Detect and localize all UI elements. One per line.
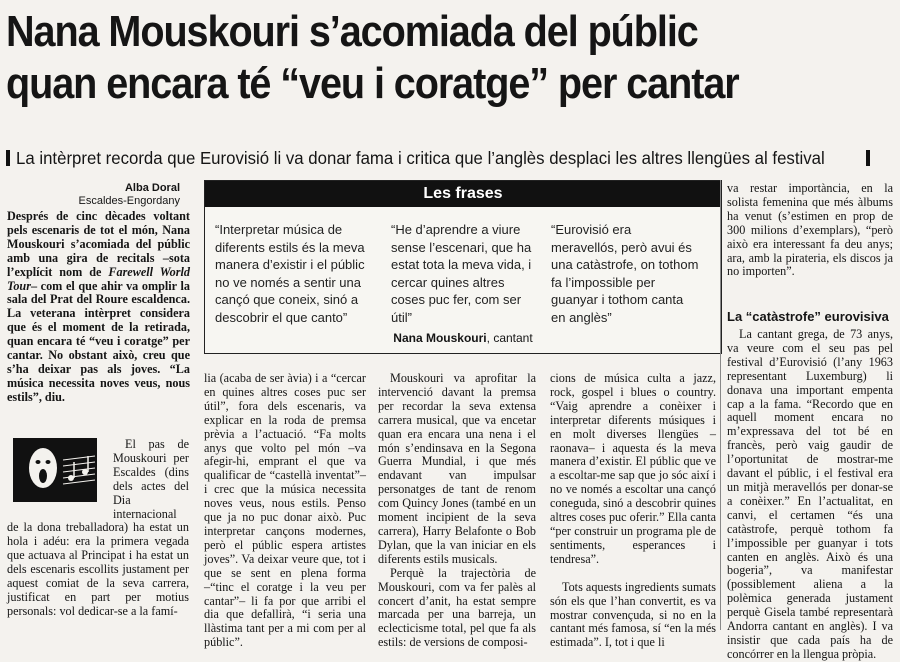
- byline-author: Alba Doral: [124, 182, 180, 194]
- column-3: [378, 372, 536, 650]
- quotes-attribution: [205, 331, 721, 345]
- column-2-text: lia (acaba de ser àvia) i a “cercar en quines altres coses puc ser útil”, fora dels escenaris, va explicar en la roda de premsa prèvia a l’actuació. “Fa molts anys que volto pel món –va afegir-hi, emprant el que va qualificar de “castellà inventat”– i crec que la música necessita noves veus, nous estils. Penso que ja no puc donar això. Puc interpretar cançons modernes, però el públic espera artistes joves”. Va deixar veure que, tot i que se sent en plena forma –“tinc el coratge i la veu per cantar”– li fa por que arribi el dia que defallirà, “i seria una llàstima tant per a mi com per al públic”.: [204, 371, 366, 650]
- lead-tour-name: Farewell World Tour: [7, 264, 190, 293]
- headline: [6, 6, 805, 110]
- column-5-section-text: La cantant grega, de 73 anys, va veure com el seu pas pel festival d’Eurovisió (l’any 1963 representant Luxemburg) li donava una important empenta cap a la fama. “Recordo que en aquell moment encara no m’expressava del tot bé en francès, però vaig gaudir de l’oportunitat de mostrar-me davant el públic, i el festival era un mitjà meravellós per donar-se a conèixer.” En l’actualitat, en canvi, el certamen “és una catàstrofe, perquè tothom fa l’impossible per guanyar i tots canten en anglès. Això és una bogeria”, va manifestar (possiblement aliena a la polèmica generada justament perquè Gisela també representarà Andorra cantant en anglès). I va insistir que cada país ha de concórrer en la llengua pròpia.: [727, 327, 893, 661]
- subheadline: [4, 146, 896, 170]
- column-1: [7, 438, 189, 619]
- quote-2: “He d’aprendre a viure sense l’escenari, que ha estat tota la meva vida, i cercar quines altres coses puc fer, com ser útil”: [391, 222, 532, 325]
- right-bar-icon: [866, 150, 870, 166]
- lead-paragraph: [7, 210, 190, 405]
- lead-part-2: – com el que ahir va omplir la sala del Prat del Roure escaldenca. La veterana intèrpret considera que és el moment de la retirada, quan encara té “veu i coratge” per cantar. No obstant això, creu que s’ha deixar pas als joves. “La música necessita noves veus, nous estils”, diu.: [7, 278, 190, 404]
- column-5-text: va restar importància, en la solista femenina que més àlbums ha venut (s’estimen en prop de 300 milions d’exemplars), “però això era interessant fa deu anys; ara, amb la pirateria, els discos ja no importen”.: [727, 181, 893, 279]
- column-3-paragraph-1: Mouskouri va aprofitar la intervenció davant la premsa per recordar la seva extensa carrera musical, que va encetar quan era encara una nena i el món s’endinsava en la Segona Guerra Mundial, i que més endavant van impulsar personatges de tant de renom com Quincy Jones (també en un moment incipient de la seva carrera), Harry Belafonte o Bob Dylan, que la van iniciar en els diferents estils musicals.: [378, 371, 536, 566]
- quotes-box: [204, 180, 722, 354]
- subheadline-text: La intèrpret recorda que Eurovisió li va donar fama i critica que l’anglès desplaci les altres llengües al festival: [16, 148, 825, 168]
- singer-music-icon: [13, 438, 97, 502]
- column-4: [550, 372, 716, 650]
- quotes-box-title: Les frases: [205, 181, 721, 207]
- column-2: [204, 372, 366, 650]
- column-4-paragraph-2: Tots aquests ingredients sumats són els que l’han convertit, es va mostrar convençuda, si no en la cantant més famosa, sí “en la més estimada”. I, tot i que li: [550, 579, 716, 650]
- column-divider: [720, 180, 721, 630]
- column-1-text: El pas de Mouskouri per Escaldes (dins dels actes del Dia internacional de la dona treballadora) ha estat un hola i adéu: era la primera vegada que actuava al Principat i ha estat un dels escenaris escollits justament per aquest comiat de la seva carrera, justificat en part per motius personals: vol dedicar-se a la famí-: [7, 437, 189, 618]
- byline: [0, 182, 180, 208]
- column-4-paragraph-1: cions de música culta a jazz, rock, gospel i blues o country. “Vaig aprendre a conèixer i interpretar diferents músiques i en molt diverses llengües –raonava– i aquesta és la meva manera d’existir. El públic que ve a escoltar-me sap que jo sóc així i no ve només a escoltar una cançó coneguda, sinó a descobrir quines altres coses puc oferir.” Ella canta “per construir un programa ple de sentiments, esperances i tendresa”.: [550, 371, 716, 566]
- quote-1: “Interpretar música de diferents estils és la meva manera d’existir i el públic no ve només a sentir una cançó que coneix, sinó a descobrir el que canto”: [215, 222, 365, 325]
- column-3-paragraph-2: Perquè la trajectòria de Mouskouri, com va fer palès al concert d’anit, ha estat sempre marcada per una barreja, un eclecticisme total, pel que fa als estils: de versions de composi-: [378, 565, 536, 650]
- lead-part-1: Després de cinc dècades voltant pels escenaris de tot el món, Nana Mouskouri s’acomiada del públic amb una gira de recitals –sota l’explícit nom de: [7, 209, 190, 279]
- headline-line-1: Nana Mouskouri s’acomiada del públic: [6, 7, 698, 56]
- column-5-top: [727, 182, 893, 279]
- byline-place: Escaldes-Engordany: [78, 195, 180, 207]
- column-5-bottom: [727, 308, 893, 662]
- icon-float: [7, 438, 107, 508]
- left-bar-icon: [6, 150, 10, 166]
- attribution-role: , cantant: [486, 331, 533, 345]
- headline-line-2: quan encara té “veu i coratge” per cantar: [6, 59, 739, 108]
- section-subheading: La “catàstrofe” eurovisiva: [727, 309, 889, 324]
- quote-3: “Eurovisió era meravellós, però avui és una catàstrofe, on tothom fa l’impossible per guanyar i tothom canta en anglès”: [551, 222, 699, 325]
- attribution-name: Nana Mouskouri: [393, 331, 487, 345]
